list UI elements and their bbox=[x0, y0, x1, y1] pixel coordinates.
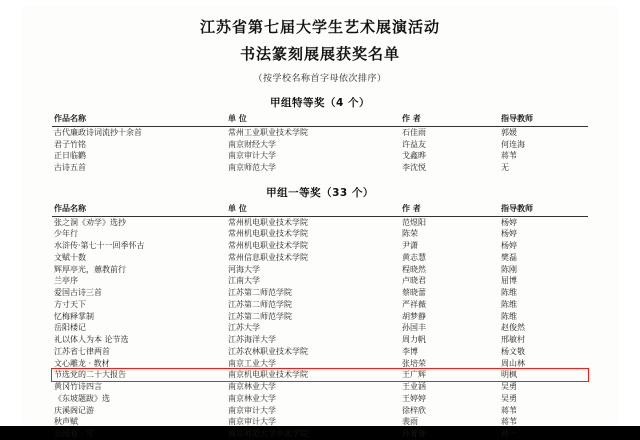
table-row bbox=[52, 216, 588, 228]
cell-author: 严祥薇 bbox=[402, 299, 426, 309]
cell-teacher: 郭媛 bbox=[501, 127, 517, 137]
cell-unit: 南京工业大学 bbox=[228, 358, 276, 368]
section-heading: 甲组一等奖（33 个） bbox=[266, 186, 374, 199]
cell-unit: 江南大学 bbox=[228, 276, 260, 286]
cell-teacher: 杨婷 bbox=[501, 241, 517, 250]
table-row bbox=[52, 150, 588, 162]
cell-author: 孙菁菁 bbox=[402, 429, 426, 438]
cell-author: 张培荣 bbox=[402, 358, 426, 368]
cell-unit: 南京财经大学 bbox=[228, 139, 276, 149]
cell-teacher: 蒋苇 bbox=[501, 417, 517, 427]
cell-author: 戈鑫晔 bbox=[402, 151, 426, 161]
cell-author: 李沈悦 bbox=[402, 163, 426, 172]
cell-unit: 南京审计大学 bbox=[228, 417, 276, 427]
cell-unit: 江苏第二师范学院 bbox=[228, 299, 292, 309]
cell-unit: 江苏第二师范学院 bbox=[228, 311, 292, 321]
cell-unit: 南京林业大学 bbox=[228, 382, 276, 391]
cell-teacher: 赵俊然 bbox=[501, 323, 525, 333]
cell-teacher: 周山林 bbox=[501, 358, 525, 368]
cell-author: 周力帆 bbox=[402, 335, 426, 344]
column-header-work: 作品名称 bbox=[52, 203, 226, 216]
cell-unit: 江苏海洋大学 bbox=[228, 335, 276, 344]
cell-teacher: 吴勇 bbox=[501, 382, 517, 391]
cell-teacher: 无 bbox=[501, 163, 509, 172]
cell-teacher: 陈刚 bbox=[501, 264, 517, 274]
page-title-line2: 书法篆刻展展获奖名单 bbox=[239, 45, 400, 63]
page-title-line1: 江苏省第七届大学生艺术展演活动 bbox=[199, 18, 440, 36]
cell-work: 忆梅释掌制 bbox=[54, 311, 94, 321]
cell-author: 王广辉 bbox=[402, 370, 426, 380]
table-row bbox=[52, 162, 588, 174]
cell-author: 程晓然 bbox=[402, 264, 426, 274]
cell-unit: 常州机电职业技术学院 bbox=[228, 217, 308, 227]
cell-author: 徐梓欣 bbox=[402, 405, 426, 415]
cell-unit: 南京林业大学 bbox=[228, 393, 276, 403]
cell-work: 君子竹铭 bbox=[54, 139, 86, 149]
section-first-prize bbox=[22, 185, 618, 440]
cell-work: 江苏省七律两首 bbox=[54, 346, 110, 356]
cell-work: 爱国古诗三首 bbox=[54, 288, 102, 297]
cell-unit: 常州机电职业技术学院 bbox=[228, 241, 308, 250]
cell-author: 陈荣 bbox=[402, 229, 418, 239]
cell-teacher: 孙一 bbox=[501, 429, 517, 438]
document-sheet bbox=[22, 6, 618, 438]
cell-author: 裴雨 bbox=[402, 417, 418, 427]
cell-work: 岳阳楼记 bbox=[54, 323, 86, 333]
cell-author: 黄志慧 bbox=[402, 252, 426, 262]
cell-teacher: 樊磊 bbox=[501, 252, 517, 262]
cell-teacher: 杨婷 bbox=[501, 217, 517, 227]
cell-author: 尹潇 bbox=[402, 241, 418, 250]
table-row bbox=[52, 275, 588, 287]
table-row bbox=[52, 322, 588, 334]
cell-teacher: 何连海 bbox=[501, 139, 525, 149]
cell-work: 辉厚亭光，蕙教前行 bbox=[54, 264, 126, 274]
table-row bbox=[52, 416, 588, 428]
cell-work: 《东坡题跋》选 bbox=[54, 393, 110, 403]
cell-author: 蔡晓蕾 bbox=[402, 288, 426, 297]
cell-work: 张之洞《劝学》选抄 bbox=[54, 217, 126, 227]
cell-unit: 南京审计大学 bbox=[228, 151, 276, 161]
cell-author: 李博 bbox=[402, 346, 418, 356]
cell-unit: 常州工业职业技术学院 bbox=[228, 127, 308, 137]
table-row bbox=[52, 358, 588, 370]
cell-work: 古诗五首 bbox=[54, 163, 86, 172]
cell-author: 范煜阳 bbox=[402, 217, 426, 227]
cell-teacher: 杨婷 bbox=[501, 229, 517, 239]
cell-teacher: 杨文敬 bbox=[501, 346, 525, 356]
column-header-author: 作 者 bbox=[400, 113, 499, 126]
cell-unit: 江苏第二师范学院 bbox=[228, 288, 292, 297]
cell-work: 礼以体人为本 论节选 bbox=[54, 335, 129, 344]
cell-author: 石佳雨 bbox=[402, 127, 426, 137]
cell-work: 节选党的二十大报告 bbox=[54, 370, 126, 380]
cell-work: 秋声赋 bbox=[54, 417, 78, 427]
awards-table-first bbox=[52, 203, 588, 440]
table-row bbox=[52, 264, 588, 276]
table-row bbox=[52, 346, 588, 358]
cell-teacher: 吴勇 bbox=[501, 393, 517, 403]
column-header-teacher: 指导教师 bbox=[499, 203, 588, 216]
cell-unit: 南京师范大学 bbox=[228, 163, 276, 172]
table-header-row bbox=[52, 203, 588, 216]
cell-unit: 常州机电职业技术学院 bbox=[228, 229, 308, 239]
cell-teacher: 蒋苇 bbox=[501, 151, 517, 161]
column-header-unit: 单 位 bbox=[226, 203, 400, 216]
table-header-row bbox=[52, 113, 588, 126]
table-row bbox=[52, 393, 588, 405]
cell-unit: 常州信息职业技术学院 bbox=[228, 252, 308, 262]
cell-work: 公园春 · 雪 bbox=[54, 429, 94, 438]
table-row bbox=[52, 381, 588, 393]
cell-unit: 河海大学 bbox=[228, 264, 260, 274]
table-row-highlighted bbox=[52, 369, 588, 381]
cell-teacher: 屈博 bbox=[501, 276, 517, 286]
cell-author: 孙国丰 bbox=[402, 323, 426, 333]
cell-teacher: 明枫 bbox=[501, 370, 517, 380]
cell-author: 王业涵 bbox=[402, 382, 426, 391]
cell-work: 文心雕龙 · 教材 bbox=[54, 358, 110, 368]
cell-unit: 南京机电职业技术学院 bbox=[228, 370, 308, 380]
section-special-prize bbox=[22, 95, 618, 174]
table-row bbox=[52, 126, 588, 138]
section-heading: 甲组特等奖（4 个） bbox=[270, 97, 370, 109]
table-row bbox=[52, 287, 588, 299]
cell-author: 胡梦静 bbox=[402, 311, 426, 321]
cell-work: 兰亭序 bbox=[54, 276, 78, 286]
cell-author: 许益友 bbox=[402, 139, 426, 149]
cell-author: 卢晓君 bbox=[402, 276, 426, 286]
cell-unit: 南京师范大学中北学院 bbox=[228, 429, 308, 438]
table-row bbox=[52, 228, 588, 240]
table-row bbox=[52, 311, 588, 323]
table-row bbox=[52, 334, 588, 346]
cell-teacher: 陈维 bbox=[501, 288, 517, 297]
cell-work: 庆溪阁记游 bbox=[54, 405, 94, 415]
cell-work: 水浒传·第七十一回季怀古 bbox=[54, 241, 145, 250]
table-row bbox=[52, 299, 588, 311]
column-header-unit: 单 位 bbox=[226, 113, 400, 126]
column-header-author: 作 者 bbox=[400, 203, 499, 216]
cell-work: 方寸天下 bbox=[54, 299, 86, 309]
cell-work: 正日临鹳 bbox=[54, 151, 86, 161]
column-header-teacher: 指导教师 bbox=[499, 113, 588, 126]
table-row bbox=[52, 405, 588, 417]
page-subtitle: （按学校名称首字母依次排序） bbox=[253, 74, 387, 84]
cell-author: 王婷婷 bbox=[402, 393, 426, 403]
cell-work: 少年行 bbox=[54, 229, 78, 239]
table-row bbox=[52, 252, 588, 264]
cell-teacher: 蒋苇 bbox=[501, 405, 517, 415]
cell-unit: 江苏农林职业技术学院 bbox=[228, 346, 308, 356]
cell-teacher: 陈维 bbox=[501, 299, 517, 309]
awards-table-special bbox=[52, 113, 588, 174]
column-header-work: 作品名称 bbox=[52, 113, 226, 126]
cell-teacher: 陈维 bbox=[501, 311, 517, 321]
table-row bbox=[52, 428, 588, 440]
cell-unit: 南京审计大学 bbox=[228, 405, 276, 415]
cell-work: 黄冈竹诗四言 bbox=[54, 382, 102, 391]
cell-work: 古代廉政诗词流抄十余首 bbox=[54, 127, 142, 137]
table-row bbox=[52, 139, 588, 151]
table-row bbox=[52, 240, 588, 252]
cell-work: 文赋十数 bbox=[54, 252, 86, 262]
cell-unit: 江苏大学 bbox=[228, 323, 260, 333]
cell-teacher: 邢敏村 bbox=[501, 335, 525, 344]
